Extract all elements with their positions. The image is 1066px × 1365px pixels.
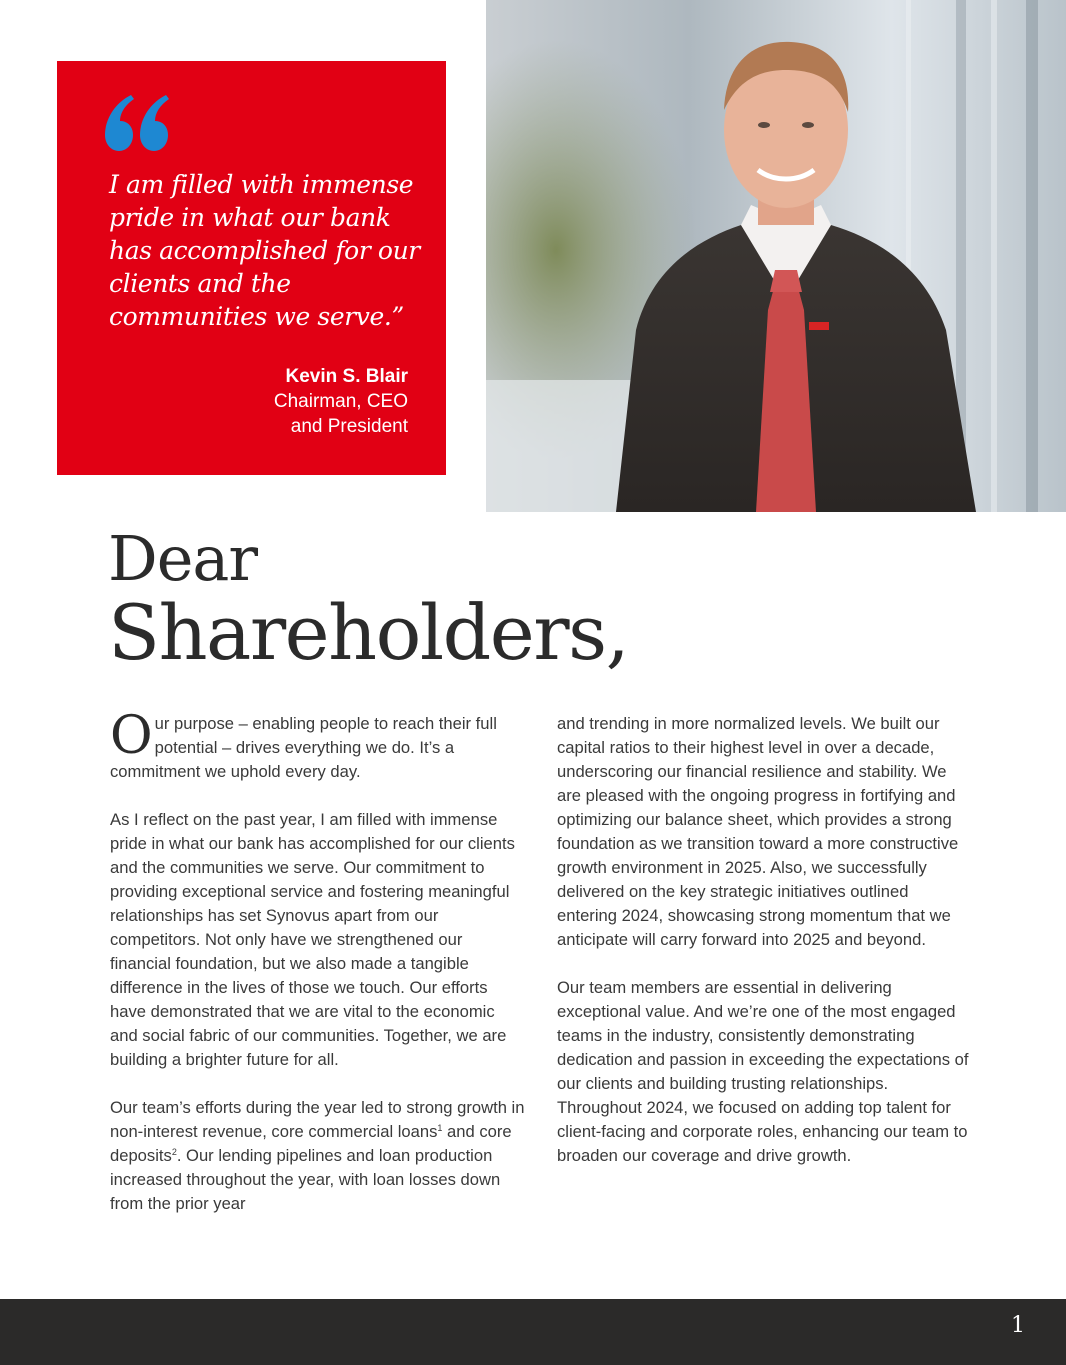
quote-mark-icon — [105, 91, 169, 151]
author-role-line2: and President — [290, 416, 408, 437]
paragraph-3-part-b: and core deposits — [110, 1122, 512, 1165]
page-number: 1 — [1011, 1313, 1025, 1338]
paragraph-3-part-a: Our team’s efforts during the year led to strong growth in non-interest revenue, core commercial loans — [110, 1098, 525, 1141]
heading-line1: Dear — [108, 522, 258, 595]
drop-cap: O — [110, 706, 153, 766]
footnote-ref-2: 2 — [171, 1147, 177, 1157]
author-name: Kevin S. Blair — [285, 366, 408, 387]
pull-quote-text: I am filled with immense pride in what our bank has accomplished for our clients and the communities we serve.” — [109, 170, 420, 331]
letter-paragraph-4: and trending in more normalized levels. We built our capital ratios to their highest level in over a decade, underscoring our financial resilience and stability. We are pleased with the ongoing progress in fortifying and optimizing our balance sheet, which provides a strong foundation as we transition toward a more constructive growth environment in 2025. Also, we successfully delivered on the key strategic initiatives outlined entering 2024, showcasing strong momentum that we anticipate will carry forward into 2025 and beyond. — [557, 714, 959, 949]
letter-paragraph-3 — [110, 1096, 525, 1216]
letter-column-right — [557, 712, 972, 1192]
letter-column-left — [110, 706, 525, 1240]
author-role-line1: Chairman, CEO — [273, 391, 408, 412]
paragraph-1-text: ur purpose – enabling people to reach their full potential – drives everything we do. It’s a commitment we uphold every day. — [110, 714, 497, 781]
letter-paragraph-2: As I reflect on the past year, I am filled with immense pride in what our bank has accomplished for our clients and the communities we serve. Our commitment to providing exceptional service and fostering meaningful relationships has set Synovus apart from our competitors. Not only have we strengthened our financial foundation, but we also made a tangible difference in the lives of those we touch. Our efforts have demonstrated that we are vital to the economic and social fabric of our communities. Together, we are building a brighter future for all. — [110, 810, 515, 1069]
quote-attribution — [274, 364, 408, 439]
letter-paragraph-5: Our team members are essential in delivering exceptional value. And we’re one of the most engaged teams in the industry, consistently demonstrating dedication and passion in exceeding the expectations of our clients and building trusting relationships. Throughout 2024, we focused on adding top talent for client-facing and corporate roles, enhancing our team to broaden our coverage and drive growth. — [557, 978, 969, 1165]
page-heading — [108, 522, 629, 677]
page-footer — [0, 1299, 1066, 1365]
ceo-portrait-photo — [486, 0, 1066, 512]
footnote-ref-1: 1 — [437, 1123, 443, 1133]
paragraph-3-part-c: . Our lending pipelines and loan production increased throughout the year, with loan losses down from the prior year — [110, 1146, 501, 1213]
pull-quote-box — [57, 61, 446, 475]
heading-line2: Shareholders, — [108, 588, 629, 677]
letter-paragraph-1 — [110, 706, 525, 784]
